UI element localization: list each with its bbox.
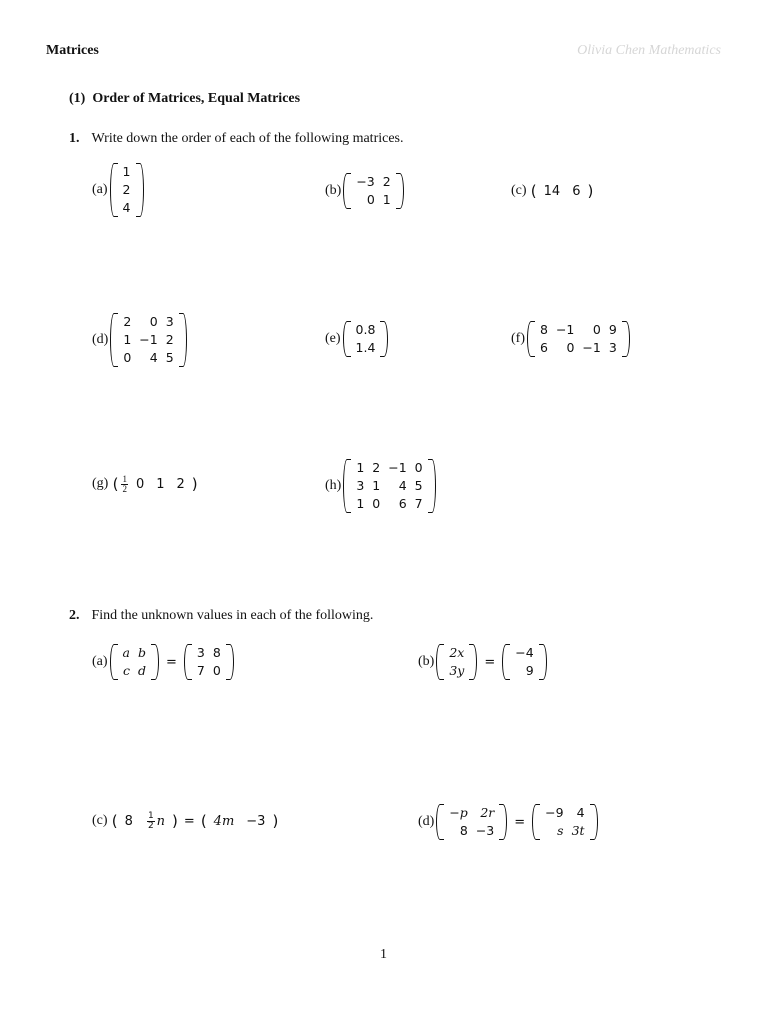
fraction-numerator: 1	[122, 473, 127, 484]
question-text: Write down the order of each of the following matrices.	[91, 131, 404, 146]
part-label: (h)	[325, 478, 342, 493]
matrix-body	[119, 644, 150, 680]
matrix-row	[193, 662, 225, 680]
author-watermark: Olivia Chen Mathematics	[577, 43, 721, 58]
matrix-entry: 4	[149, 350, 158, 365]
q1-part-d	[92, 312, 189, 368]
matrix-row	[445, 662, 468, 680]
matrix-body	[352, 459, 426, 513]
matrix-body	[445, 804, 498, 840]
matrix-entry: 3	[165, 314, 174, 329]
matrix-entry: 7	[196, 663, 205, 678]
matrix-entry: a	[122, 645, 130, 660]
equals-sign: =	[166, 654, 177, 670]
q1-part-c	[511, 181, 594, 201]
matrix-entry: 2r	[480, 805, 495, 820]
q1-part-h	[325, 458, 438, 514]
close-paren: )	[587, 182, 594, 200]
question-text: Find the unknown values in each of the following.	[91, 608, 374, 623]
matrix-entry: s	[557, 823, 564, 838]
matrix-entry: 0	[592, 322, 601, 337]
matrix-entry: 1	[356, 496, 365, 511]
row-entry: 14	[543, 183, 561, 199]
matrix-row	[352, 495, 426, 513]
part-label: (c)	[92, 813, 108, 828]
matrix-body	[352, 173, 394, 209]
row-entry: 0	[135, 476, 145, 492]
matrix-row	[119, 644, 150, 662]
matrix-body	[119, 313, 177, 367]
matrix-body	[119, 163, 135, 217]
matrix-body	[536, 321, 621, 357]
close-paren: )	[272, 812, 279, 830]
q2-part-c	[92, 809, 279, 833]
matrix-entry: −p	[449, 805, 468, 820]
close-paren: )	[172, 812, 178, 830]
row-entry: −3	[246, 813, 266, 829]
matrix-entry: −1	[139, 332, 158, 347]
matrix-entry: b	[138, 645, 147, 660]
left-bracket	[532, 804, 540, 840]
variable: n	[156, 813, 166, 829]
open-paren: (	[530, 182, 537, 200]
matrix-row	[119, 331, 177, 349]
right-bracket	[499, 804, 507, 840]
matrix-q2d-rhs	[532, 804, 597, 840]
matrix-entry: 5	[414, 478, 423, 493]
fraction-denominator: 2	[122, 483, 127, 494]
matrix-q2a-lhs	[110, 644, 159, 680]
matrix-entry: 0	[566, 340, 575, 355]
section-title: Order of Matrices, Equal Matrices	[92, 91, 301, 106]
equals-sign: =	[484, 654, 496, 670]
left-bracket	[527, 321, 535, 357]
fraction-numerator: 1	[147, 810, 154, 821]
matrix-q1b	[343, 173, 403, 209]
right-bracket	[539, 644, 547, 680]
equals-sign: =	[183, 813, 195, 829]
matrix-q1f	[527, 321, 630, 357]
matrix-entry: 2	[382, 174, 391, 189]
matrix-entry: 3y	[449, 663, 465, 678]
left-bracket	[110, 163, 118, 217]
part-label: (e)	[325, 331, 341, 346]
part-label: (d)	[92, 332, 109, 347]
matrix-q2d-lhs	[436, 804, 507, 840]
matrix-entry: 7	[414, 496, 423, 511]
matrix-entry: 1	[372, 478, 381, 493]
matrix-row	[193, 644, 225, 662]
question-number: 1.	[69, 131, 80, 146]
matrix-entry: 8	[212, 645, 221, 660]
matrix-row	[536, 321, 621, 339]
matrix-entry: 9	[608, 322, 617, 337]
part-label: (c)	[511, 183, 527, 198]
matrix-q1h	[343, 459, 435, 513]
row-entry-fraction	[145, 812, 165, 831]
matrix-entry: 0	[212, 663, 221, 678]
open-paren: (	[200, 812, 207, 830]
matrix-entry: 2	[122, 182, 131, 197]
question-1-prompt	[69, 129, 404, 147]
matrix-entry: 0	[149, 314, 158, 329]
part-label: (g)	[92, 476, 109, 491]
right-bracket	[151, 644, 159, 680]
matrix-entry: 0	[366, 192, 375, 207]
matrix-entry: 3	[608, 340, 617, 355]
right-bracket	[428, 459, 436, 513]
open-paren: (	[111, 812, 118, 830]
matrix-entry: c	[122, 663, 130, 678]
matrix-entry: 0	[414, 460, 423, 475]
matrix-row	[352, 459, 426, 477]
row-entry: 1	[156, 476, 165, 492]
right-bracket	[622, 321, 630, 357]
matrix-body	[445, 644, 468, 680]
matrix-q1e	[343, 321, 389, 357]
part-label: (f)	[511, 331, 525, 346]
matrix-entry: −1	[555, 322, 575, 337]
matrix-q2a-rhs	[184, 644, 234, 680]
matrix-row	[541, 804, 588, 822]
row-entry: 6	[572, 183, 581, 199]
matrix-row	[445, 804, 498, 822]
matrix-entry: 1	[356, 460, 365, 475]
section-number: (1)	[69, 91, 86, 106]
matrix-entry: 3	[356, 478, 365, 493]
matrix-body	[352, 321, 380, 357]
document-title: Matrices	[46, 43, 99, 58]
matrix-entry: −1	[582, 340, 601, 355]
matrix-q1d	[110, 313, 186, 367]
matrix-row	[119, 199, 135, 217]
matrix-entry: 8	[540, 322, 548, 337]
matrix-entry: 9	[525, 663, 534, 678]
matrix-entry: 8	[459, 823, 468, 838]
equals-sign: =	[514, 814, 526, 830]
matrix-entry: 2	[372, 460, 381, 475]
matrix-entry: 1	[382, 192, 391, 207]
matrix-body	[193, 644, 225, 680]
left-bracket	[110, 313, 118, 367]
matrix-entry: 6	[540, 340, 548, 355]
matrix-entry: −4	[515, 645, 534, 660]
matrix-entry: −1	[388, 460, 407, 475]
part-label: (b)	[418, 654, 435, 669]
matrix-row	[541, 822, 588, 840]
matrix-row	[119, 349, 177, 367]
right-bracket	[136, 163, 144, 217]
question-2-prompt	[69, 606, 373, 624]
matrix-entry: 1	[122, 164, 131, 179]
q2-part-a	[92, 643, 236, 681]
matrix-body	[541, 804, 588, 840]
q2-part-d	[418, 803, 600, 841]
matrix-entry: 2	[165, 332, 174, 347]
left-bracket	[343, 173, 351, 209]
matrix-row	[119, 163, 135, 181]
row-entry: 4m	[213, 813, 235, 829]
q1-part-a	[92, 165, 146, 215]
right-bracket	[380, 321, 388, 357]
q1-part-b	[325, 172, 406, 210]
row-entry: 2	[176, 476, 185, 492]
matrix-row	[119, 313, 177, 331]
matrix-row	[352, 191, 394, 209]
part-label: (a)	[92, 654, 108, 669]
part-label: (d)	[418, 814, 435, 829]
matrix-entry: 3t	[571, 823, 585, 838]
matrix-row	[352, 173, 394, 191]
matrix-entry: −3	[356, 174, 375, 189]
question-number: 2.	[69, 608, 80, 623]
right-bracket	[226, 644, 234, 680]
q2-part-b	[418, 643, 549, 681]
matrix-body	[511, 644, 537, 680]
matrix-entry: 4	[398, 478, 407, 493]
right-bracket	[469, 644, 477, 680]
matrix-entry: 4	[122, 200, 131, 215]
matrix-row	[352, 477, 426, 495]
matrix-entry: 4	[576, 805, 585, 820]
matrix-row	[352, 339, 380, 357]
matrix-row	[445, 644, 468, 662]
matrix-row	[119, 662, 150, 680]
open-paren: (	[112, 475, 119, 493]
matrix-q2b-rhs	[502, 644, 546, 680]
q1-part-f	[511, 320, 632, 358]
matrix-row	[536, 339, 621, 357]
left-bracket	[436, 644, 444, 680]
right-bracket	[179, 313, 187, 367]
matrix-entry: 5	[165, 350, 174, 365]
left-bracket	[343, 459, 351, 513]
matrix-row	[445, 822, 498, 840]
left-bracket	[502, 644, 510, 680]
q1-part-e	[325, 320, 390, 358]
page-number: 1	[380, 947, 387, 962]
matrix-q2b-lhs	[436, 644, 477, 680]
matrix-entry: 3	[196, 645, 205, 660]
row-entry: 8	[124, 813, 133, 829]
matrix-entry: −9	[545, 805, 564, 820]
matrix-row	[352, 321, 380, 339]
matrix-row	[119, 181, 135, 199]
part-label: (b)	[325, 183, 342, 198]
fraction	[147, 812, 155, 831]
matrix-row	[511, 662, 537, 680]
close-paren: )	[191, 475, 198, 493]
fraction	[121, 475, 128, 494]
right-bracket	[590, 804, 598, 840]
matrix-q1a	[110, 163, 144, 217]
left-bracket	[184, 644, 192, 680]
fraction-denominator: 2	[147, 820, 154, 831]
section-heading	[69, 91, 300, 107]
matrix-entry: 0	[372, 496, 381, 511]
left-bracket	[110, 644, 118, 680]
matrix-entry: 2	[123, 314, 132, 329]
matrix-entry: 2x	[449, 645, 465, 660]
matrix-entry: −3	[475, 823, 495, 838]
q1-part-g	[92, 472, 199, 496]
matrix-row	[511, 644, 537, 662]
right-bracket	[396, 173, 404, 209]
left-bracket	[343, 321, 351, 357]
matrix-entry: 0.8	[355, 322, 376, 337]
matrix-entry: d	[138, 663, 147, 678]
matrix-entry: 0	[123, 350, 132, 365]
matrix-entry: 1.4	[355, 340, 376, 355]
left-bracket	[436, 804, 444, 840]
matrix-entry: 1	[123, 332, 132, 347]
matrix-entry: 6	[398, 496, 407, 511]
part-label: (a)	[92, 182, 108, 197]
